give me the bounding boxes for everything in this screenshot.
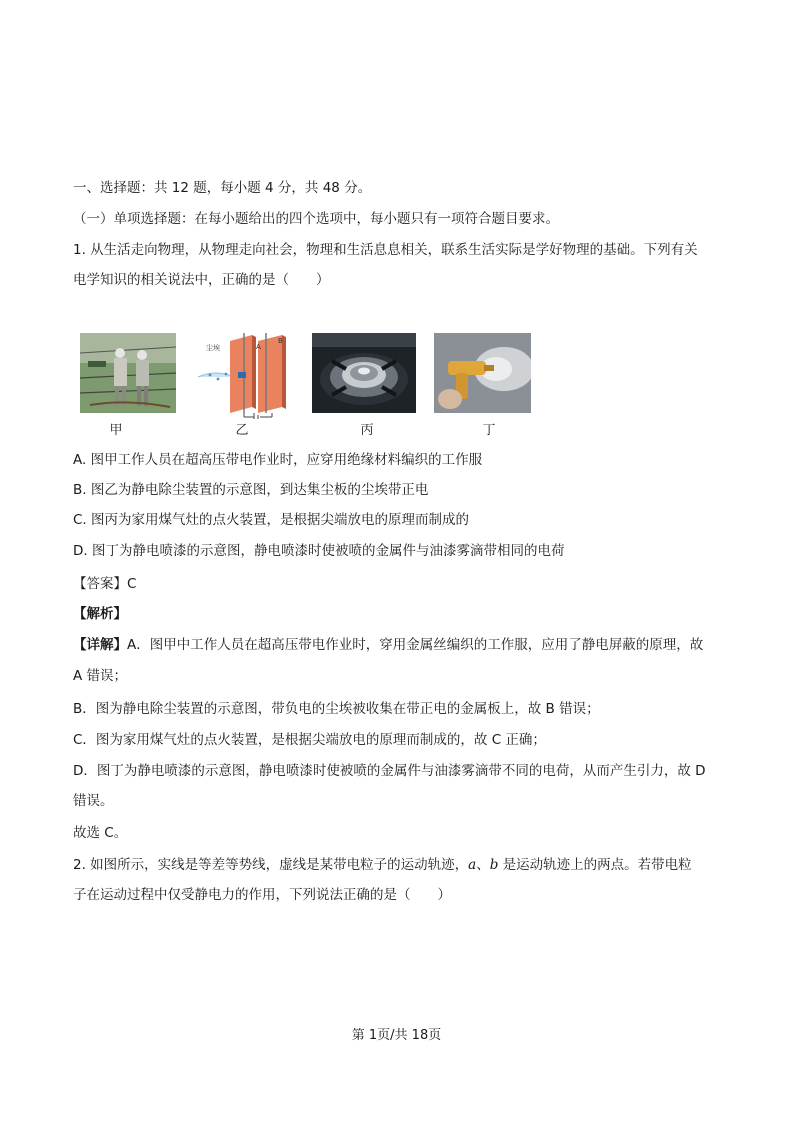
question-1-option-d: D. 图丁为静电喷漆的示意图，静电喷漆时使被喷的金属件与油漆雾滴带相同的电荷 [73,543,565,559]
page-footer: 第 1页/共 18页 [351,1028,442,1043]
question-1-detail-c: C．图为家用煤气灶的点火装置，是根据尖端放电的原理而制成的，故 C 正确； [73,732,546,748]
question-1-detail-d2: 错误。 [73,793,114,809]
q2-sep: 、 [476,857,490,873]
q2-var-b: b [489,857,499,873]
figure-ding-caption: 丁 [482,423,496,438]
question-1-detail-line1 [73,636,703,654]
question-1-stem-line1: 1. 从生活走向物理，从物理走向社会，物理和生活息息相关，联系生活实际是学好物理的基础。下列有关 [73,242,698,258]
question-1-detail-line2: A 错误； [73,668,128,684]
figure-bing-image [312,333,416,413]
figure-ding-image [434,333,531,413]
question-1-option-b: B. 图乙为静电除尘装置的示意图，到达集尘板的尘埃带正电 [73,482,429,498]
q2-var-a: a [468,857,477,873]
q2-stem-b: 是运动轨迹上的两点。若带电粒 [498,857,692,873]
question-1-figures [0,333,793,438]
question-1-option-c: C. 图丙为家用煤气灶的点火装置，是根据尖端放电的原理而制成的 [73,512,470,528]
figure-yi-caption: 乙 [235,423,249,438]
figure-yi-label-a: A [256,343,261,351]
question-1-detail-d1: D．图丁为静电喷漆的示意图，静电喷漆时使被喷的金属件与油漆雾滴带不同的电荷，从而产生引力，故 D [73,763,706,779]
detail-label: 【详解】 [73,637,127,653]
question-1-detail-b: B．图为静电除尘装置的示意图，带负电的尘埃被收集在带正电的金属板上，故 B 错误； [73,701,600,717]
section-title: 一、选择题：共 12 题，每小题 4 分，共 48 分。 [73,180,372,196]
detail-text-a: A．图甲中工作人员在超高压带电作业时，穿用金属丝编织的工作服，应用了静电屏蔽的原理，故 [127,637,704,653]
q2-stem-a: 2. 如图所示，实线是等差等势线，虚线是某带电粒子的运动轨迹， [73,857,469,873]
subsection-title: （一）单项选择题：在每小题给出的四个选项中，每小题只有一项符合题目要求。 [73,211,559,227]
figure-yi-label-dust: 尘埃 [206,344,220,352]
figure-yi-label-b: B [278,337,283,345]
question-1-option-a: A. 图甲工作人员在超高压带电作业时，应穿用绝缘材料编织的工作服 [73,452,483,468]
figure-jia-image [80,333,176,413]
question-2-stem-line2: 子在运动过程中仅受静电力的作用，下列说法正确的是（ ） [73,887,451,903]
question-1-stem-line2: 电学知识的相关说法中，正确的是（ ） [73,272,330,288]
figure-jia-caption: 甲 [109,423,123,438]
figure-bing-caption: 丙 [360,423,374,438]
question-1-answer: 【答案】C [73,576,137,592]
question-1-conclusion: 故选 C。 [73,825,128,841]
question-1-analysis-label: 【解析】 [73,606,127,622]
question-2-stem-line1 [73,856,692,874]
